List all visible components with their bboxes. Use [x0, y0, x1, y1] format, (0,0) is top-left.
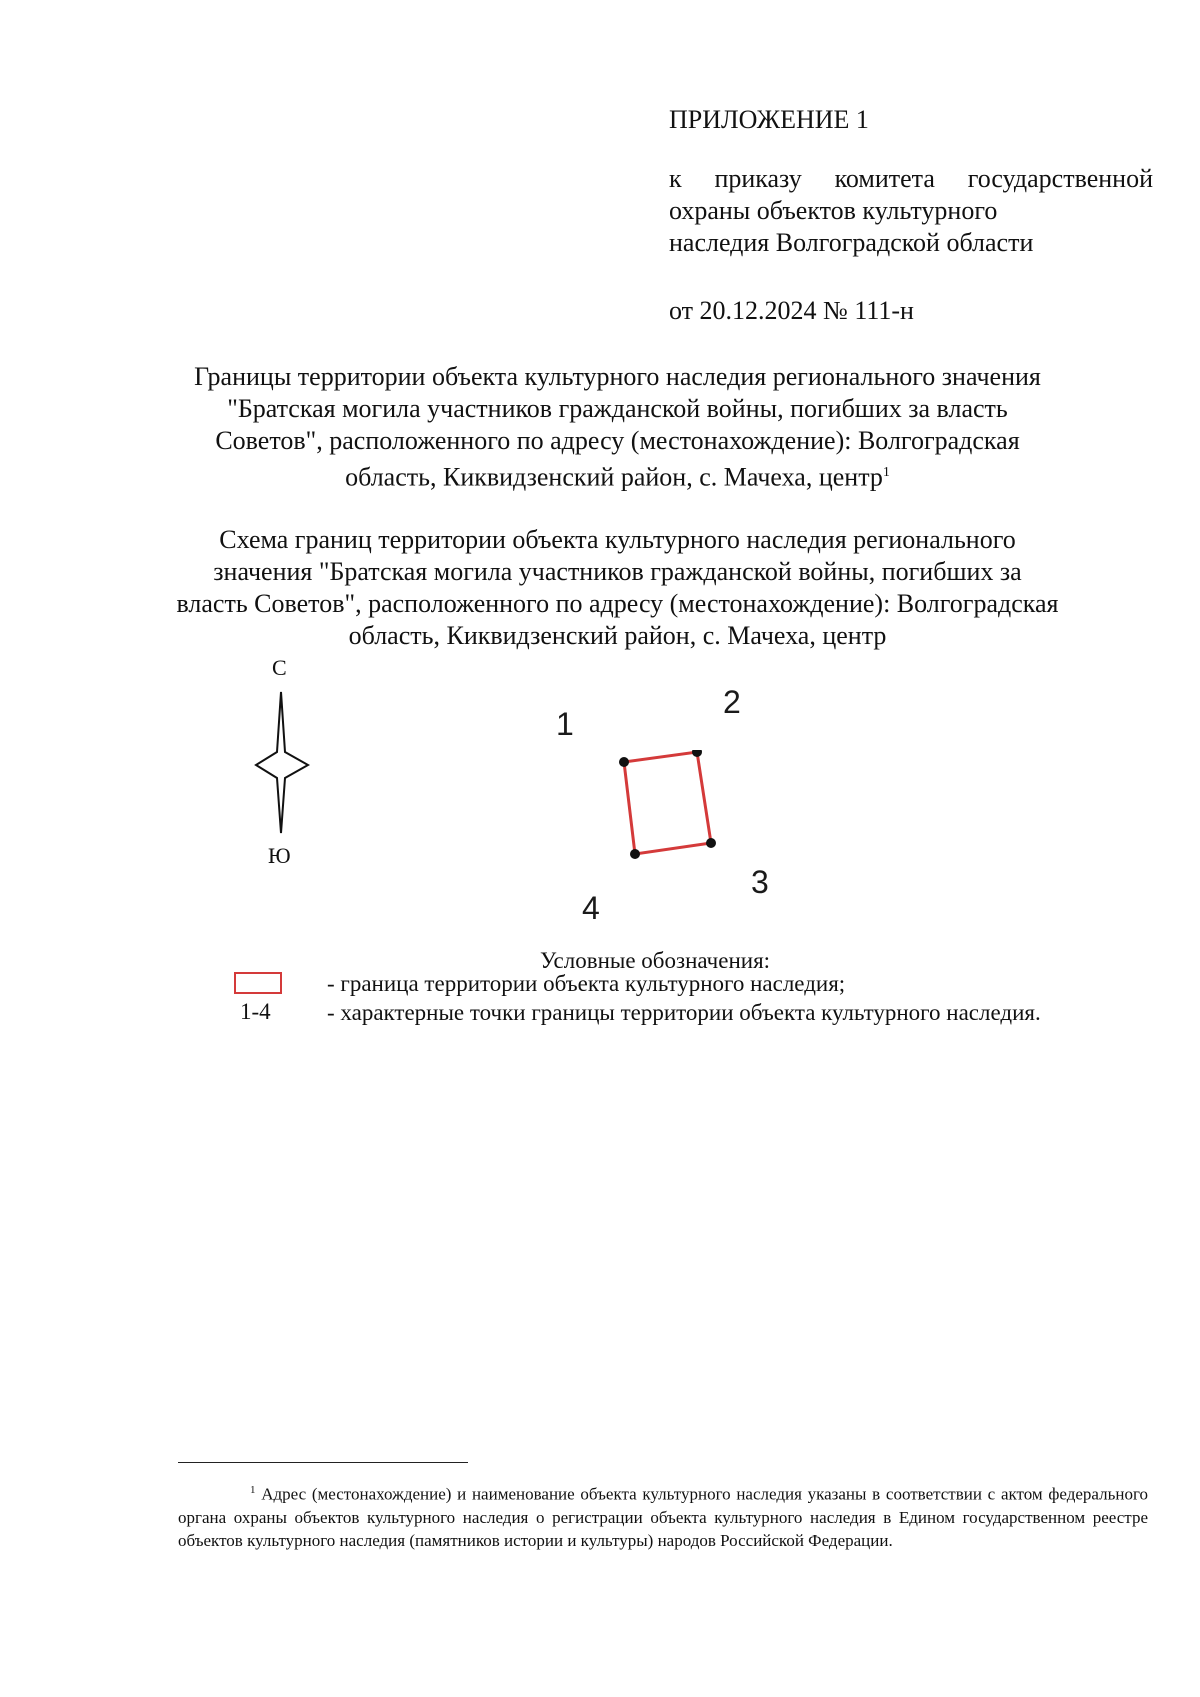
- legend-boundary-text: - граница территории объекта культурного наследия;: [327, 971, 846, 996]
- territory-boundary: [624, 752, 711, 854]
- scheme-title: [150, 524, 1085, 652]
- footnote-mark: 1: [882, 465, 890, 480]
- order-reference-line: охраны объектов культурного: [669, 196, 998, 225]
- title-line: "Братская могила участников гражданской войны, погибших за власть: [227, 394, 1008, 423]
- title-line-text: область, Киквидзенский район, с. Мачеха, центр: [345, 462, 883, 492]
- footnote-number: 1: [250, 1484, 256, 1496]
- title-line: Советов", расположенного по адресу (местонахождение): Волгоградская: [215, 426, 1020, 455]
- legend-title: Условные обозначения:: [540, 948, 771, 973]
- legend-points-symbol: 1-4: [240, 999, 271, 1024]
- order-reference: [669, 163, 1153, 259]
- title-line: Границы территории объекта культурного наследия регионального значения: [194, 362, 1041, 391]
- boundary-point-4: [630, 849, 640, 859]
- scheme-title-line: Схема границ территории объекта культурного наследия регионального: [219, 525, 1016, 554]
- boundaries-title: [150, 361, 1085, 494]
- footnote: [178, 1479, 1148, 1552]
- footnote-text: Адрес (местонахождение) и наименование объекта культурного наследия указаны в соответствии с актом федерального органа охраны объектов культурного наследия о регистрации объекта культурного наследия в Едином государственном реестре объектов культурного наследия (памятников истории и культуры) народов Российской Федерации.: [178, 1484, 1148, 1550]
- title-line: [150, 457, 1085, 494]
- order-reference-line: наследия Волгоградской области: [669, 228, 1034, 257]
- point-label-4: 4: [582, 890, 600, 926]
- legend-points-text: - характерные точки границы территории объекта культурного наследия.: [327, 1000, 1041, 1025]
- point-label-3: 3: [751, 864, 769, 900]
- compass-south-label: Ю: [268, 843, 291, 868]
- boundary-point-1: [619, 757, 629, 767]
- order-reference-line: к приказу комитета государственной: [669, 164, 1153, 193]
- appendix-heading: ПРИЛОЖЕНИЕ 1: [669, 105, 869, 134]
- legend-boundary-symbol: [234, 972, 282, 994]
- boundary-point-2: [692, 750, 702, 757]
- scheme-title-line: значения "Братская могила участников гражданской войны, погибших за: [213, 557, 1022, 586]
- boundary-point-3: [706, 838, 716, 848]
- scheme-title-line: область, Киквидзенский район, с. Мачеха, центр: [348, 621, 887, 650]
- point-label-2: 2: [723, 684, 741, 720]
- scheme-title-line: власть Советов", расположенного по адресу (местонахождение): Волгоградская: [176, 589, 1059, 618]
- footnote-separator: [178, 1462, 468, 1463]
- compass-north-label: С: [272, 655, 287, 680]
- point-label-1: 1: [556, 706, 574, 742]
- compass-arrow-icon: [250, 690, 310, 835]
- order-date: от 20.12.2024 № 111-н: [669, 296, 914, 325]
- boundary-map: [615, 750, 725, 865]
